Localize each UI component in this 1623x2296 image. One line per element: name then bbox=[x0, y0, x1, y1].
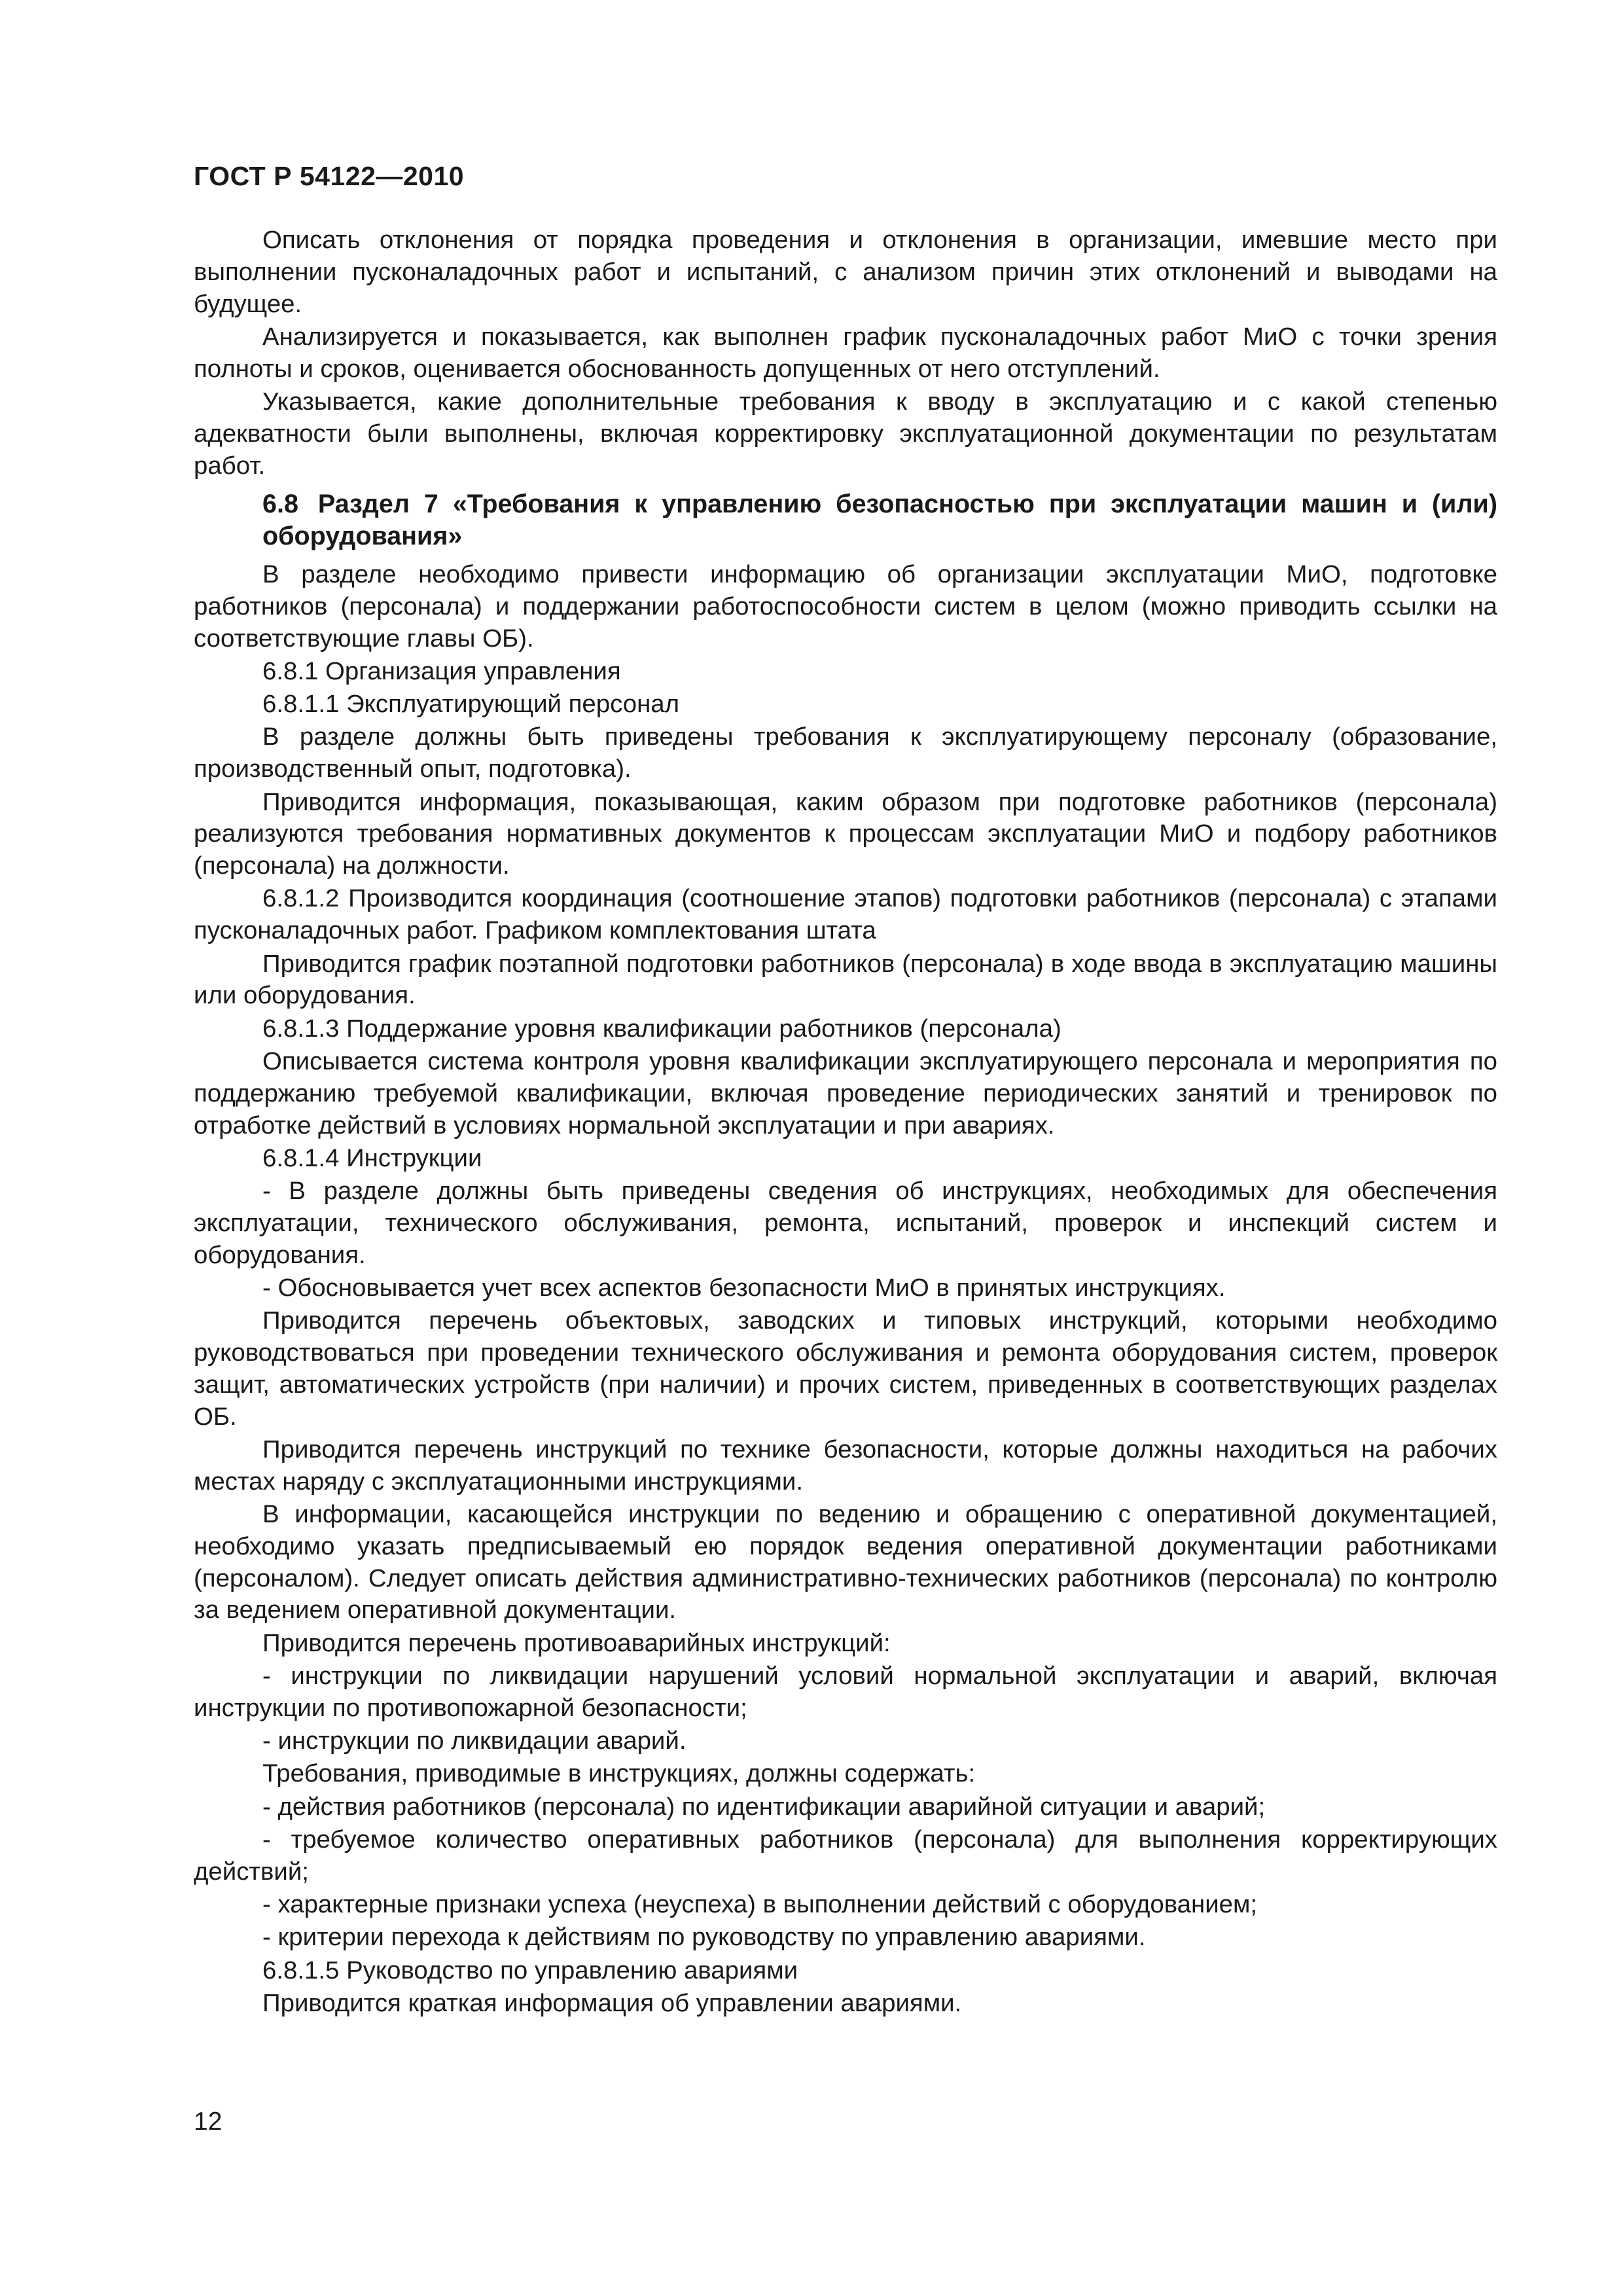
list-item: - инструкции по ликвидации нарушений условий нормальной эксплуатации и аварий, включая инструкции по противопожарной безопасности; bbox=[194, 1662, 1497, 1722]
subsection-title: 6.8.1.5 Руководство по управлению авариями bbox=[262, 1956, 798, 1984]
list-item: - действия работников (персонала) по идентификации аварийной ситуации и аварий; bbox=[262, 1792, 1266, 1821]
paragraph: 6.8.1.2 Производится координация (соотношение этапов) подготовки работников (персонала) с этапами пусконаладочных работ. Графиком комплектования штата bbox=[194, 884, 1497, 945]
paragraph: Описывается система контроля уровня квалификации эксплуатирующего персонала и мероприятия по поддержанию требуемой квалификации, включая проведение периодических занятий и тренировок по отработке действий в условиях нормальной эксплуатации и при авариях. bbox=[194, 1047, 1497, 1139]
subsection-title: 6.8.1.4 Инструкции bbox=[262, 1143, 482, 1172]
subsection-title: 6.8.1 Организация управления bbox=[262, 656, 621, 685]
paragraph: Приводится перечень объектовых, заводских и типовых инструкций, которыми необходимо руководствоваться при проведении технического обслуживания и ремонта оборудования систем, проверок защит, автоматических устройств (при наличии) и прочих систем, приведенных в соответствующих разделах ОБ. bbox=[194, 1306, 1497, 1431]
paragraph: В информации, касающейся инструкции по ведению и обращению с оперативной документацией, необходимо указать предписываемый ею порядок ведения оперативной документации работниками (персоналом). Следует описать действия административно-технических работников (персонала) по контролю за ведением оперативной документации. bbox=[194, 1500, 1497, 1624]
paragraph: Приводится перечень противоаварийных инструкций: bbox=[262, 1628, 891, 1657]
paragraph: Приводится краткая информация об управлении авариями. bbox=[262, 1989, 962, 2018]
paragraph: Анализируется и показывается, как выполнен график пусконаладочных работ МиО с точки зрения полноты и сроков, оценивается обоснованность допущенных от него отступлений. bbox=[194, 322, 1497, 383]
section-title: Раздел 7 «Требования к управлению безопасностью при эксплуатации машин и (или) оборудования» bbox=[262, 490, 1497, 551]
paragraph: Указывается, какие дополнительные требования к вводу в эксплуатацию и с какой степенью адекватности были выполнены, включая корректировку эксплуатационной документации по результатам работ. bbox=[194, 387, 1497, 480]
page-number: 12 bbox=[194, 2108, 223, 2136]
paragraph: Приводится информация, показывающая, каким образом при подготовке работников (персонала) реализуются требования нормативных документов к процессам эксплуатации МиО и подбору работников (персонала) на должности. bbox=[194, 787, 1497, 880]
paragraph: Описать отклонения от порядка проведения и отклонения в организации, имевшие место при выполнении пусконаладочных работ и испытаний, с анализом причин этих отклонений и выводами на будущее. bbox=[194, 226, 1497, 318]
paragraph: Требования, приводимые в инструкциях, должны содержать: bbox=[262, 1759, 976, 1788]
paragraph: Приводится график поэтапной подготовки работников (персонала) в ходе ввода в эксплуатацию машины или оборудования. bbox=[194, 949, 1497, 1010]
subsection-title: 6.8.1.3 Поддержание уровня квалификации работников (персонала) bbox=[262, 1014, 1061, 1043]
paragraph: В разделе должны быть приведены требования к эксплуатирующему персоналу (образование, производственный опыт, подготовка). bbox=[194, 723, 1497, 783]
paragraph: В разделе необходимо привести информацию об организации эксплуатации МиО, подготовке работников (персонала) и поддержании работоспособности систем в целом (можно приводить ссылки на соответствующие главы ОБ). bbox=[194, 560, 1497, 653]
section-number: 6.8 bbox=[262, 490, 298, 519]
subsection-title: 6.8.1.1 Эксплуатирующий персонал bbox=[262, 690, 680, 719]
list-item: - В разделе должны быть приведены сведения об инструкциях, необходимых для обеспечения эксплуатации, технического обслуживания, ремонта, испытаний, проверок и инспекций систем и оборудования. bbox=[194, 1177, 1497, 1269]
list-item: - критерии перехода к действиям по руководству по управлению авариями. bbox=[262, 1923, 1146, 1952]
document-header: ГОСТ Р 54122—2010 bbox=[194, 161, 465, 191]
list-item: - инструкции по ликвидации аварий. bbox=[262, 1727, 687, 1755]
list-item: - Обосновывается учет всех аспектов безопасности МиО в принятых инструкциях. bbox=[262, 1274, 1226, 1302]
list-item: - требуемое количество оперативных работников (персонала) для выполнения корректирующих действий; bbox=[194, 1825, 1497, 1886]
section-heading bbox=[194, 488, 1497, 552]
document-body bbox=[194, 224, 1497, 2020]
paragraph: Приводится перечень инструкций по технике безопасности, которые должны находиться на рабочих местах наряду с эксплуатационными инструкциями. bbox=[194, 1435, 1497, 1496]
list-item: - характерные признаки успеха (неуспеха) в выполнении действий с оборудованием; bbox=[262, 1890, 1258, 1919]
